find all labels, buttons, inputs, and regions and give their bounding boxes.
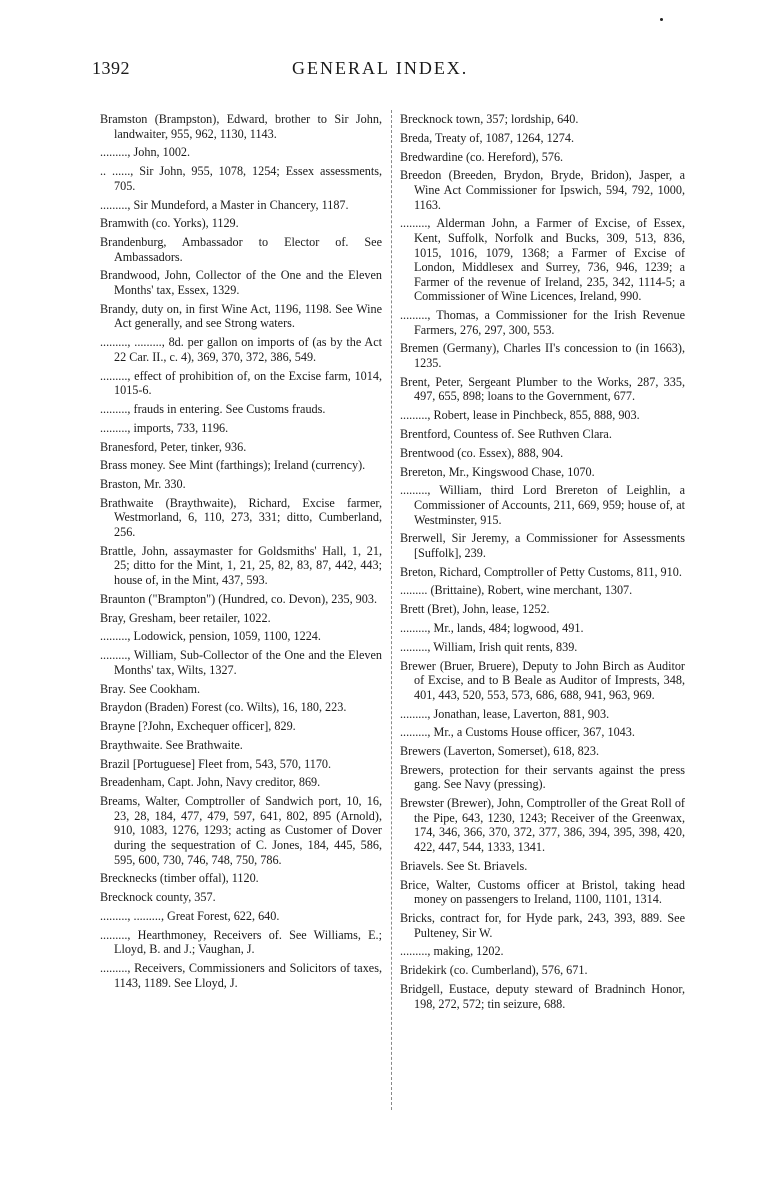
index-entry: ........., Lodowick, pension, 1059, 1100, 1224. <box>100 629 321 644</box>
index-entry: ........., ........., 8d. per gallon on imports of (as by the Act 22 Car. II., c. 4), 369, 370, 372, 386, 549. <box>100 335 382 364</box>
index-entry: Braythwaite. See Brathwaite. <box>100 737 243 752</box>
index-entry: ........., William, Sub-Collector of the One and the Eleven Months' tax, Wilts, 1327. <box>100 648 382 677</box>
index-entry: Breda, Treaty of, 1087, 1264, 1274. <box>400 130 574 145</box>
column-divider <box>391 110 392 1110</box>
index-entry: Brerwell, Sir Jeremy, a Commissioner for Assessments [Suffolk], 239. <box>400 531 685 560</box>
index-entry: Brewer (Bruer, Bruere), Deputy to John Birch as Auditor of Excise, and to B Beale as Auditor of Imprests, 348, 401, 443, 520, 553, 573, 686, 688, 941, 963, 969. <box>400 658 685 702</box>
index-entry: ........., Sir Mundeford, a Master in Chancery, 1187. <box>100 197 349 212</box>
index-entry: Brewers (Laverton, Somerset), 618, 823. <box>400 744 600 759</box>
page-number: 1392 <box>92 58 130 78</box>
index-entry: Brett (Bret), John, lease, 1252. <box>400 602 550 617</box>
index-entry: Brathwaite (Braythwaite), Richard, Excise farmer, Westmorland, 6, 110, 273, 331; ditto, Cumberland, 256. <box>100 495 382 540</box>
index-entry: ........., imports, 733, 1196. <box>100 420 229 435</box>
index-entry: Brazil [Portuguese] Fleet from, 543, 570, 1170. <box>100 756 332 771</box>
index-entry: .. ......, Sir John, 955, 1078, 1254; Essex assessments, 705. <box>100 164 382 193</box>
index-entry: Bramwith (co. Yorks), 1129. <box>100 216 239 231</box>
index-entry: Breams, Walter, Comptroller of Sandwich port, 10, 16, 23, 28, 184, 477, 479, 597, 641, 802, 895 (Arnold), 910, 1083, 1276, 1293; acting as Customer of Dover during the sequestration of C. Jones, 184, 445, 586, 595, 600, 730, 746, 748, 750, 786. <box>100 794 382 867</box>
index-entry: Brent, Peter, Sergeant Plumber to the Works, 287, 335, 497, 655, 898; loans to the Government, 677. <box>400 374 685 404</box>
index-entry: Breedon (Breeden, Brydon, Bryde, Bridon), Jasper, a Wine Act Commissioner for Ipswich, 594, 792, 1000, 1163. <box>400 168 685 212</box>
index-entry: Bridgell, Eustace, deputy steward of Bradninch Honor, 198, 272, 572; tin seizure, 688. <box>400 981 685 1011</box>
index-entry: ........., Jonathan, lease, Laverton, 881, 903. <box>400 706 610 721</box>
index-entry: Bremen (Germany), Charles II's concession to (in 1663), 1235. <box>400 341 685 371</box>
index-entry: Brandwood, John, Collector of the One and the Eleven Months' tax, Essex, 1329. <box>100 268 382 298</box>
index-entry: Brentwood (co. Essex), 888, 904. <box>400 445 564 460</box>
index-entry: Brereton, Mr., Kingswood Chase, 1070. <box>400 464 595 479</box>
index-entry: Brice, Walter, Customs officer at Bristol, taking head money on passengers to Ireland, 1100, 1101, 1314. <box>400 877 685 907</box>
index-entry: Brecknock county, 357. <box>100 890 216 905</box>
running-header <box>92 58 690 84</box>
index-entry: Brattle, John, assaymaster for Goldsmiths' Hall, 1, 21, 25; ditto for the Mint, 1, 21, 25, 82, 83, 87, 442, 443; house of, in the Mint, 437, 593. <box>100 543 382 588</box>
right-index-column <box>400 112 685 1015</box>
running-title: GENERAL INDEX. <box>292 58 469 78</box>
index-entry: ........., Alderman John, a Farmer of Excise, of Essex, Kent, Suffolk, Norfolk and Bucks, 309, 513, 836, 1015, 1016, 1079, 1368; a Farmer of Excise of London, Middlesex and Surrey, 736, 946, 1239; a Farmer of the revenue of Ireland, 235, 342, 1114-5; a Commissioner of Wine Licences, Ireland, 990. <box>400 216 685 304</box>
index-entry: Braunton ("Brampton") (Hundred, co. Devon), 235, 903. <box>100 591 378 606</box>
index-entry: ........., Thomas, a Commissioner for the Irish Revenue Farmers, 276, 297, 300, 553. <box>400 308 685 337</box>
index-entry: Bramston (Brampston), Edward, brother to Sir John, landwaiter, 955, 962, 1130, 1143. <box>100 112 382 141</box>
index-entry: Bredwardine (co. Hereford), 576. <box>400 149 564 164</box>
index-entry: Brass money. See Mint (farthings); Ireland (currency). <box>100 458 366 473</box>
index-entry: Bricks, contract for, for Hyde park, 243, 393, 889. See Pulteney, Sir W. <box>400 910 685 940</box>
index-entry: ........., Robert, lease in Pinchbeck, 855, 888, 903. <box>400 408 640 423</box>
index-entry: Bridekirk (co. Cumberland), 576, 671. <box>400 963 588 978</box>
index-entry: Brewster (Brewer), John, Comptroller of the Great Roll of the Pipe, 643, 1230, 1243; Receiver of the Greenwax, 174, 346, 366, 370, 372, 377, 386, 394, 395, 398, 420, 422, 447, 544, 1333, 1341. <box>400 796 685 855</box>
index-entry: Briavels. See St. Briavels. <box>400 858 528 873</box>
index-entry: ........., frauds in entering. See Customs frauds. <box>100 401 326 416</box>
index-entry: Brayne [?John, Exchequer officer], 829. <box>100 719 296 734</box>
index-entry: Brentford, Countess of. See Ruthven Clara. <box>400 426 612 441</box>
ink-speck <box>660 18 663 21</box>
index-entry: Breadenham, Capt. John, Navy creditor, 869. <box>100 775 321 790</box>
index-entry: ........., William, third Lord Brereton of Leighlin, a Commissioner of Accounts, 211, 669, 959; house of, at Westminster, 915. <box>400 483 685 527</box>
index-entry: Braston, Mr. 330. <box>100 477 186 492</box>
index-entry: ........., William, Irish quit rents, 839. <box>400 639 578 654</box>
index-entry: Braydon (Braden) Forest (co. Wilts), 16, 180, 223. <box>100 700 347 715</box>
index-entry: ........., Hearthmoney, Receivers of. See Williams, E.; Lloyd, B. and J.; Vaughan, J. <box>100 927 382 957</box>
index-entry: Brecknecks (timber offal), 1120. <box>100 871 259 886</box>
index-entry: Brewers, protection for their servants against the press gang. See Navy (pressing). <box>400 762 685 792</box>
index-entry: ........., Mr., a Customs House officer, 367, 1043. <box>400 725 635 740</box>
index-entry: Brandenburg, Ambassador to Elector of. See Ambassadors. <box>100 235 382 264</box>
index-entry: Bray. See Cookham. <box>100 681 201 696</box>
index-entry: Branesford, Peter, tinker, 936. <box>100 439 247 454</box>
index-entry: Breton, Richard, Comptroller of Petty Customs, 811, 910. <box>400 564 682 579</box>
left-index-column <box>100 112 382 994</box>
index-entry: ........., making, 1202. <box>400 944 504 959</box>
index-entry: Brandy, duty on, in first Wine Act, 1196, 1198. See Wine Act generally, and see Strong waters. <box>100 301 382 331</box>
index-entry: ........., Mr., lands, 484; logwood, 491. <box>400 621 584 635</box>
index-entry: ........., Receivers, Commissioners and Solicitors of taxes, 1143, 1189. See Lloyd, J. <box>100 961 382 990</box>
index-entry: Bray, Gresham, beer retailer, 1022. <box>100 610 271 625</box>
index-entry: Brecknock town, 357; lordship, 640. <box>400 112 579 126</box>
index-entry: ........., effect of prohibition of, on the Excise farm, 1014, 1015-6. <box>100 368 382 398</box>
index-entry: ......... (Brittaine), Robert, wine merchant, 1307. <box>400 583 633 598</box>
index-entry: ........., ........., Great Forest, 622, 640. <box>100 908 280 923</box>
index-entry: ........., John, 1002. <box>100 145 191 160</box>
